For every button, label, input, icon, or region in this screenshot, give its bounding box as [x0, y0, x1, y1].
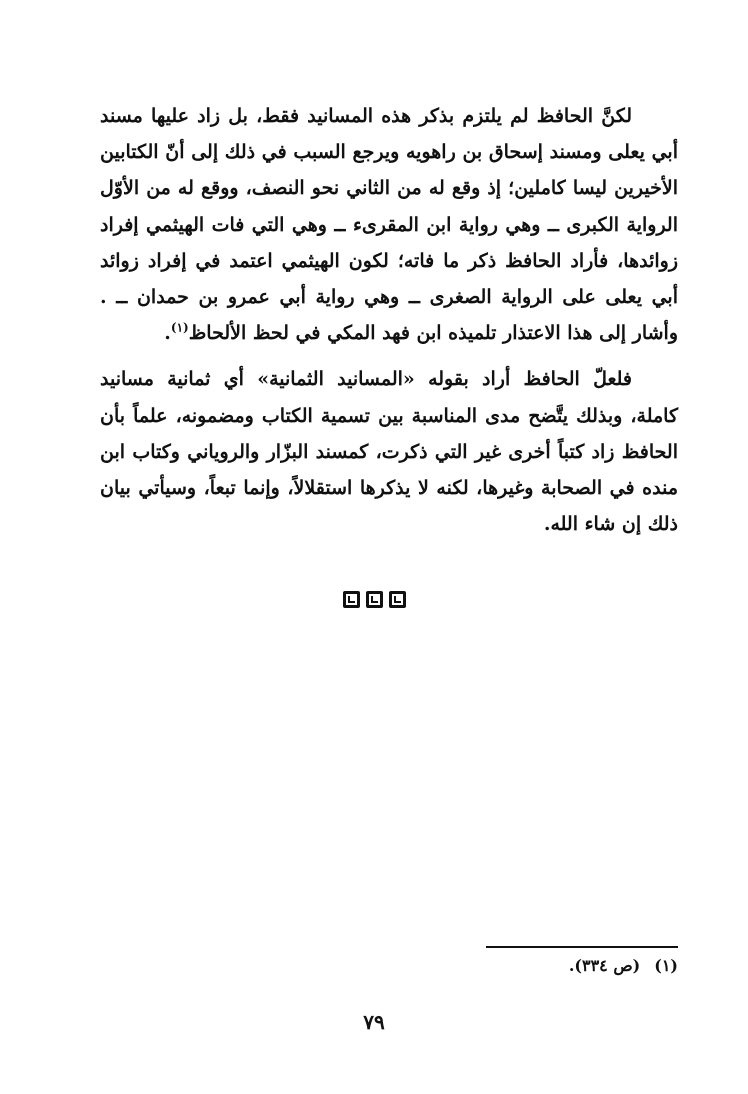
footnote-reference: (١)	[170, 320, 189, 335]
paragraph-1-text: لكنَّ الحافظ لم يلتزم بذكر هذه المسانيد فقط، بل زاد عليها مسند أبي يعلى ومسند إسحاق بن راهويه ويرجع السبب في ذلك إلى أنّ الكتابين الأخيرين ليسا كاملين؛ إذ وقع له من الثاني نحو النصف، ووقع له من الأوّل الرواية الكبرى ــ وهي رواية ابن المقرىء ــ وهي التي فات الهيثمي إفراد زوائدها، فأراد الحافظ ذكر ما فاته؛ لكون الهيثمي اعتمد في إفراد زوائد أبي يعلى على الرواية الصغرى ــ وهي رواية أبي عمرو بن حمدان ــ . وأشار إلى هذا الاعتذار تلميذه ابن فهد المكي في لحظ الألحاظ	[100, 105, 678, 345]
separator-box-icon	[389, 591, 406, 608]
paragraph-2	[100, 361, 678, 542]
main-text	[100, 98, 678, 542]
section-separator	[0, 591, 748, 608]
separator-box-icon	[366, 591, 383, 608]
paragraph-2-text: فلعلّ الحافظ أراد بقوله «المسانيد الثمانية» أي ثمانية مسانيد كاملة، وبذلك يتَّضح مدى المناسبة بين تسمية الكتاب ومضمونه، علماً بأن الحافظ زاد كتباً أخرى غير التي ذكرت، كمسند البزّار والروياني وكتاب ابن منده في الصحابة وغيرها، لكنه لا يذكرها استقلالاً، وإنما تبعاً، وسيأتي بيان ذلك إن شاء الله.	[100, 368, 678, 536]
paragraph-1	[100, 98, 678, 351]
page-number: ٧٩	[363, 1010, 385, 1034]
paragraph-1-end: .	[164, 322, 171, 345]
separator-box-icon	[343, 591, 360, 608]
footnote	[569, 956, 678, 975]
footnote-divider	[486, 946, 678, 948]
footnote-number: (١)	[654, 956, 678, 975]
footnote-text: (ص ٣٣٤).	[568, 956, 641, 975]
